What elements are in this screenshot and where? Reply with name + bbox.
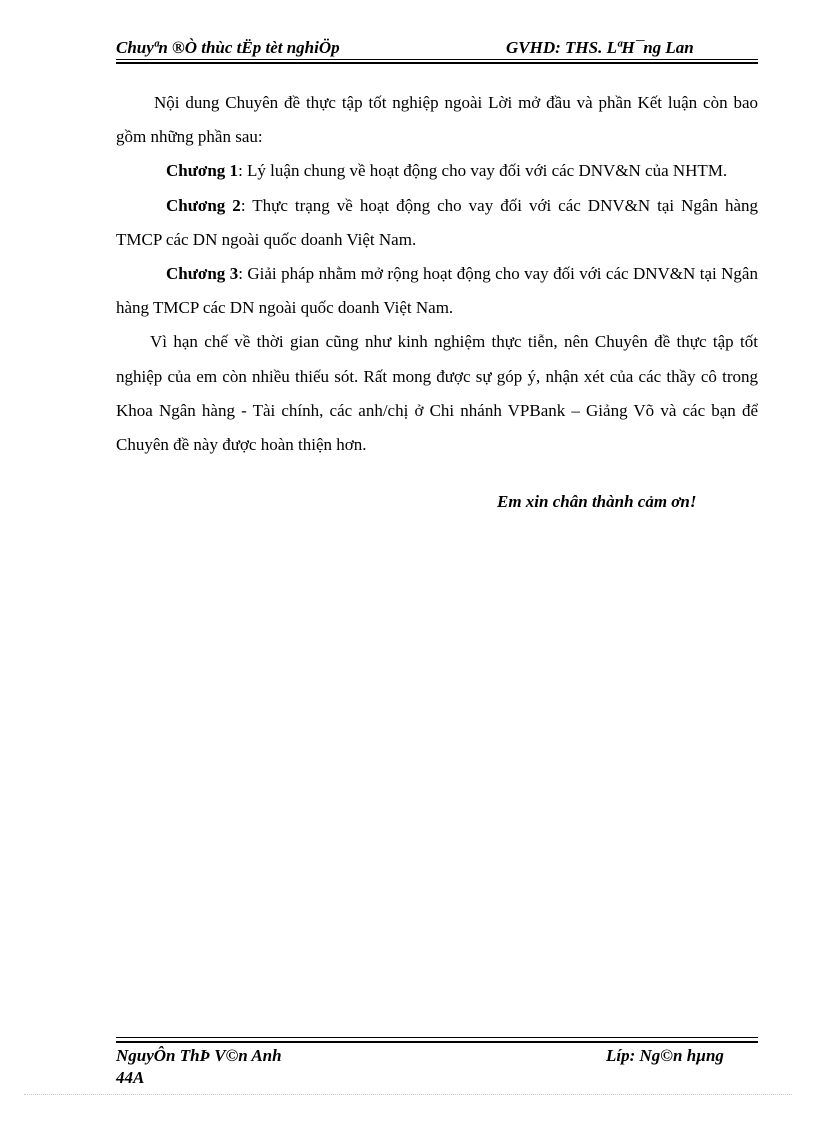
footer-author xyxy=(116,1045,282,1089)
paragraph-chapter-1: Chương 1: Lý luận chung về hoạt động cho vay đối với các DNV&N của NHTM. xyxy=(166,161,728,181)
footer-class: Líp: Ng©n hµng xyxy=(606,1046,724,1065)
paragraph-intro: Nội dung Chuyên đề thực tập tốt nghiệp ngoài Lời mở đầu và phần Kết luận còn bao gồm những phần sau: xyxy=(116,93,758,147)
footer-author-name: NguyÔn ThÞ V©n Anh xyxy=(116,1046,282,1065)
chapter-1-label: Chương 1 xyxy=(166,161,239,181)
header-rule-thin xyxy=(116,59,758,60)
footer-author-suffix: 44A xyxy=(116,1068,145,1087)
chapter-3-label: Chương 3 xyxy=(166,264,239,284)
paragraph-closing: Vì hạn chế về thời gian cũng như kinh nghiệm thực tiễn, nên Chuyên đề thực tập tốt nghiệp của em còn nhiều thiếu sót. Rất mong được sự góp ý, nhận xét của các thầy cô trong Khoa Ngân hàng - Tài chính, các anh/chị ở Chi nhánh VPBank – Giảng Võ và các bạn để Chuyên đề này được hoàn thiện hơn. xyxy=(116,332,758,455)
thanks-line: Em xin chân thành cảm ơn! xyxy=(497,492,697,511)
header-title: Chuyªn ®Ò thùc tËp tèt nghiÖp xyxy=(116,38,340,57)
footer-rule-thin xyxy=(116,1037,758,1038)
header-rule-thick xyxy=(116,62,758,64)
paragraph-chapter-2: Chương 2: Thực trạng về hoạt động cho vay đối với các DNV&N tại Ngân hàng TMCP các DN ngoài quốc doanh Việt Nam. xyxy=(116,195,758,249)
page-bottom-dotted-line xyxy=(24,1094,792,1095)
chapter-2-label: Chương 2 xyxy=(166,195,241,215)
footer-rule-thick xyxy=(116,1041,758,1043)
header-supervisor: GVHD: THS. LªH¯ng Lan xyxy=(506,38,694,57)
body-text xyxy=(116,86,758,462)
paragraph-chapter-3: Chương 3: Giải pháp nhằm mở rộng hoạt động cho vay đối với các DNV&N tại Ngân hàng TMCP các DN ngoài quốc doanh Việt Nam. xyxy=(116,264,758,318)
